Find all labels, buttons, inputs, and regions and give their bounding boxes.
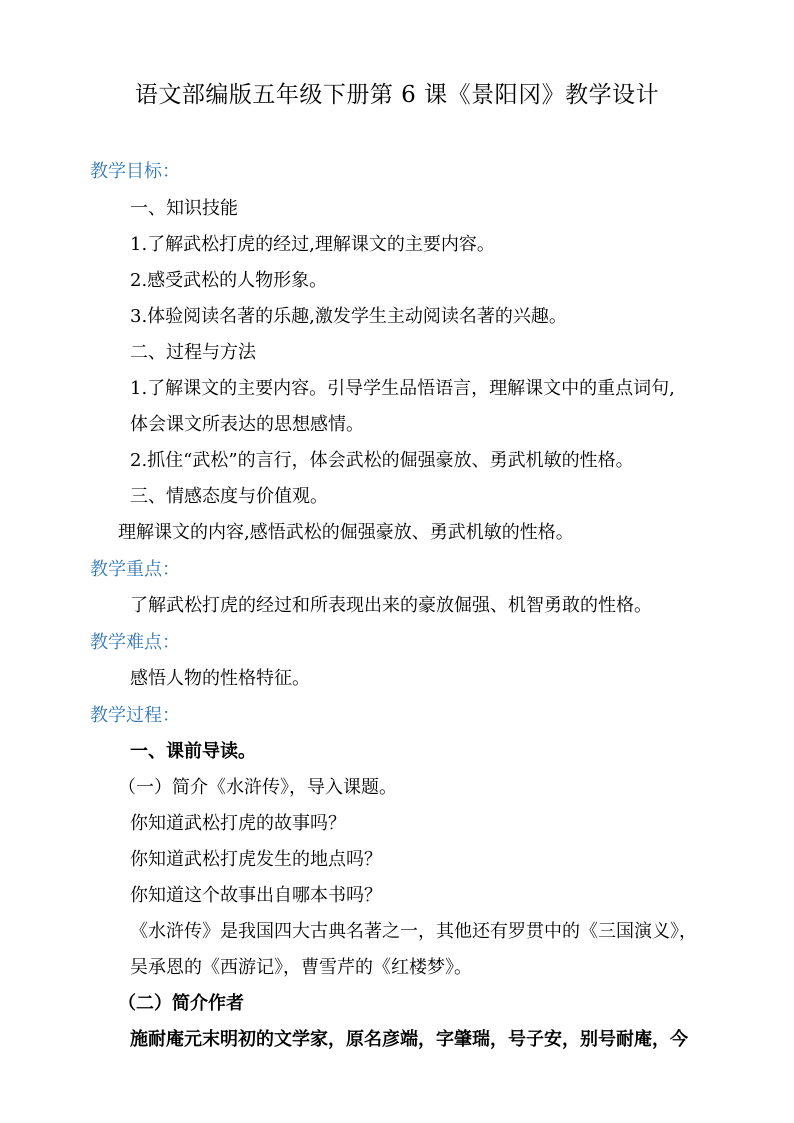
question-2: 你知道武松打虎发生的地点吗？: [130, 849, 382, 870]
goals-section-3: 三、情感态度与价值观。: [130, 486, 328, 507]
intro-line-a: 《水浒传》是我国四大古典名著之一，其他还有罗贯中的《三国演义》，: [130, 921, 697, 942]
goals-section-1: 一、知识技能: [130, 198, 238, 219]
process-goal-1b: 体会课文所表达的思想感情。: [130, 414, 364, 435]
goal-item-1: 1.了解武松打虎的经过,理解课文的主要内容。: [130, 234, 495, 255]
process-sub-2: （二）简介作者: [118, 993, 244, 1014]
document-title: 语文部编版五年级下册第 6 课《景阳冈》教学设计: [134, 82, 660, 108]
process-step-1: 一、课前导读。: [130, 741, 256, 762]
goals-heading: 教学目标：: [90, 161, 180, 182]
goal-item-3: 3.体验阅读名著的乐趣,激发学生主动阅读名著的兴趣。: [130, 306, 567, 327]
question-1: 你知道武松打虎的故事吗？: [130, 813, 346, 834]
difficulty-heading: 教学难点：: [90, 632, 180, 653]
difficulty-text: 感悟人物的性格特征。: [130, 668, 310, 689]
key-text: 了解武松打虎的经过和所表现出来的豪放倔强、机智勇敢的性格。: [130, 595, 652, 616]
emotion-goal-1: 理解课文的内容,感悟武松的倔强豪放、勇武机敏的性格。: [118, 522, 574, 543]
goals-section-2: 二、过程与方法: [130, 342, 256, 363]
author-text: 施耐庵元末明初的文学家，原名彦端，字肇瑞，号子安，别号耐庵，今: [130, 1029, 688, 1050]
key-heading: 教学重点：: [90, 559, 180, 580]
process-sub-1: （一）简介《水浒传》，导入课题。: [118, 777, 397, 798]
intro-line-b: 吴承恩的《西游记》，曹雪芹的《红楼梦》。: [130, 957, 472, 978]
process-goal-1a: 1.了解课文的主要内容。引导学生品悟语言，理解课文中的重点词句,: [130, 378, 675, 399]
question-3: 你知道这个故事出自哪本书吗？: [130, 885, 382, 906]
process-heading: 教学过程：: [90, 705, 180, 726]
process-goal-2: 2.抓住“武松”的言行，体会武松的倔强豪放、勇武机敏的性格。: [130, 450, 634, 471]
goal-item-2: 2.感受武松的人物形象。: [130, 270, 328, 291]
